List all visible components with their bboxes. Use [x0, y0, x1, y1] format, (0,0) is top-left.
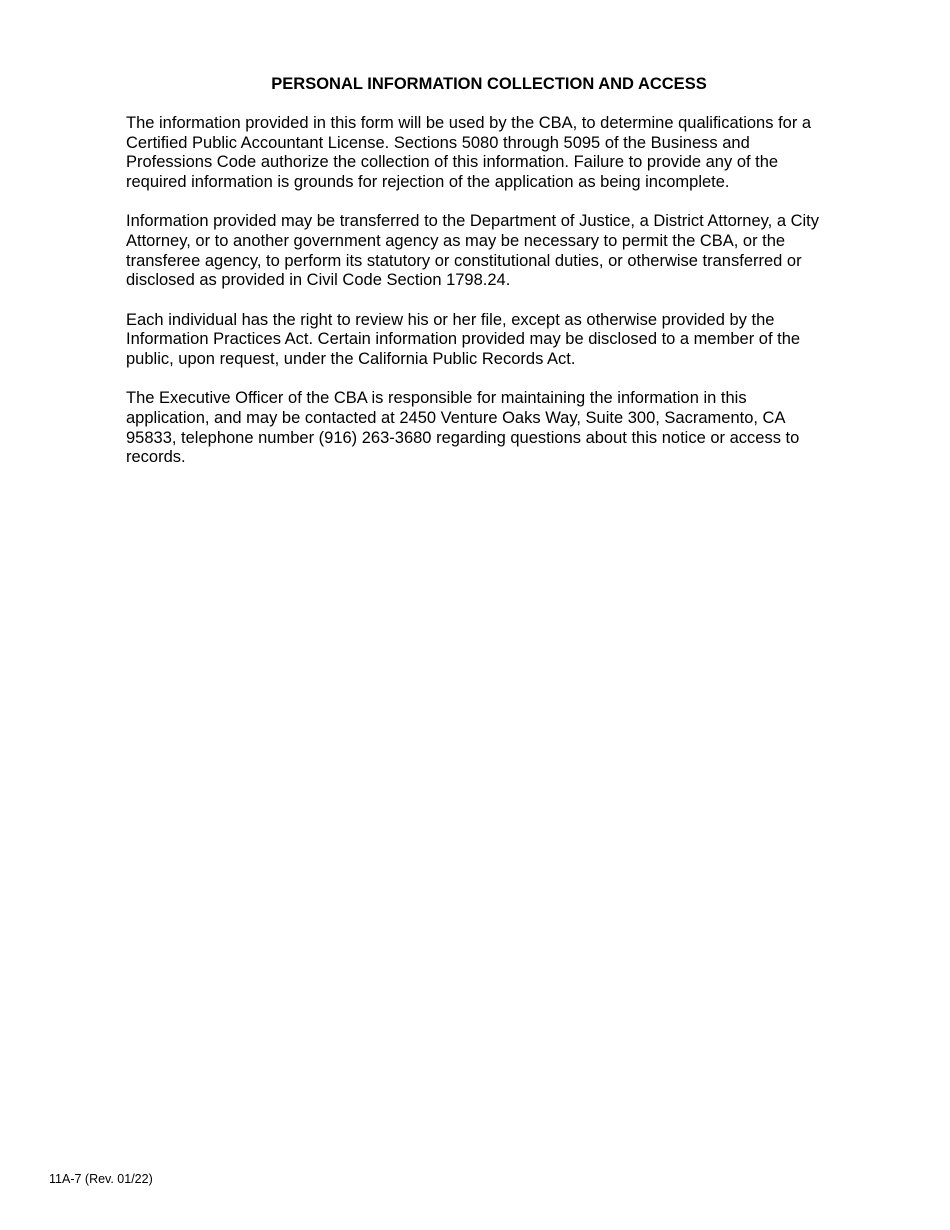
text-line: application, and may be contacted at 2450 Venture Oaks Way, Suite 300, Sacramento, CA: [126, 408, 786, 427]
text-line: transferee agency, to perform its statutory or constitutional duties, or otherwise transferred or: [126, 251, 802, 270]
text-line: disclosed as provided in Civil Code Section 1798.24.: [126, 271, 511, 290]
document-title: PERSONAL INFORMATION COLLECTION AND ACCESS: [271, 75, 707, 93]
text-line: Information provided may be transferred to the Department of Justice, a District Attorney, a City: [126, 212, 819, 231]
text-line: Information Practices Act. Certain information provided may be disclosed to a member of the: [126, 330, 801, 349]
text-line: Certified Public Accountant License. Sections 5080 through 5095 of the Business and: [126, 133, 750, 152]
text-line: 95833, telephone number (916) 263-3680 regarding questions about this notice or access to: [126, 428, 800, 447]
text-line: Attorney, or to another government agency as may be necessary to permit the CBA, or the: [126, 232, 786, 251]
text-line: The information provided in this form will be used by the CBA, to determine qualifications for a: [126, 114, 812, 132]
document-body: [126, 114, 856, 488]
paragraph-review-rights: [126, 311, 856, 370]
text-line: Each individual has the right to review his or her file, except as otherwise provided by the: [126, 310, 775, 329]
text-line: public, upon request, under the California Public Records Act.: [126, 350, 576, 369]
text-line: Professions Code authorize the collection of this information. Failure to provide any of the: [126, 153, 779, 172]
paragraph-data-transfer: [126, 212, 856, 291]
text-line: The Executive Officer of the CBA is responsible for maintaining the information in this: [126, 389, 747, 408]
paragraph-data-usage: [126, 114, 856, 193]
form-revision-footer: 11A-7 (Rev. 01/22): [49, 1172, 153, 1186]
text-line: required information is grounds for rejection of the application as being incomplete.: [126, 173, 730, 192]
text-line: records.: [126, 448, 186, 467]
paragraph-contact-info: [126, 389, 856, 468]
